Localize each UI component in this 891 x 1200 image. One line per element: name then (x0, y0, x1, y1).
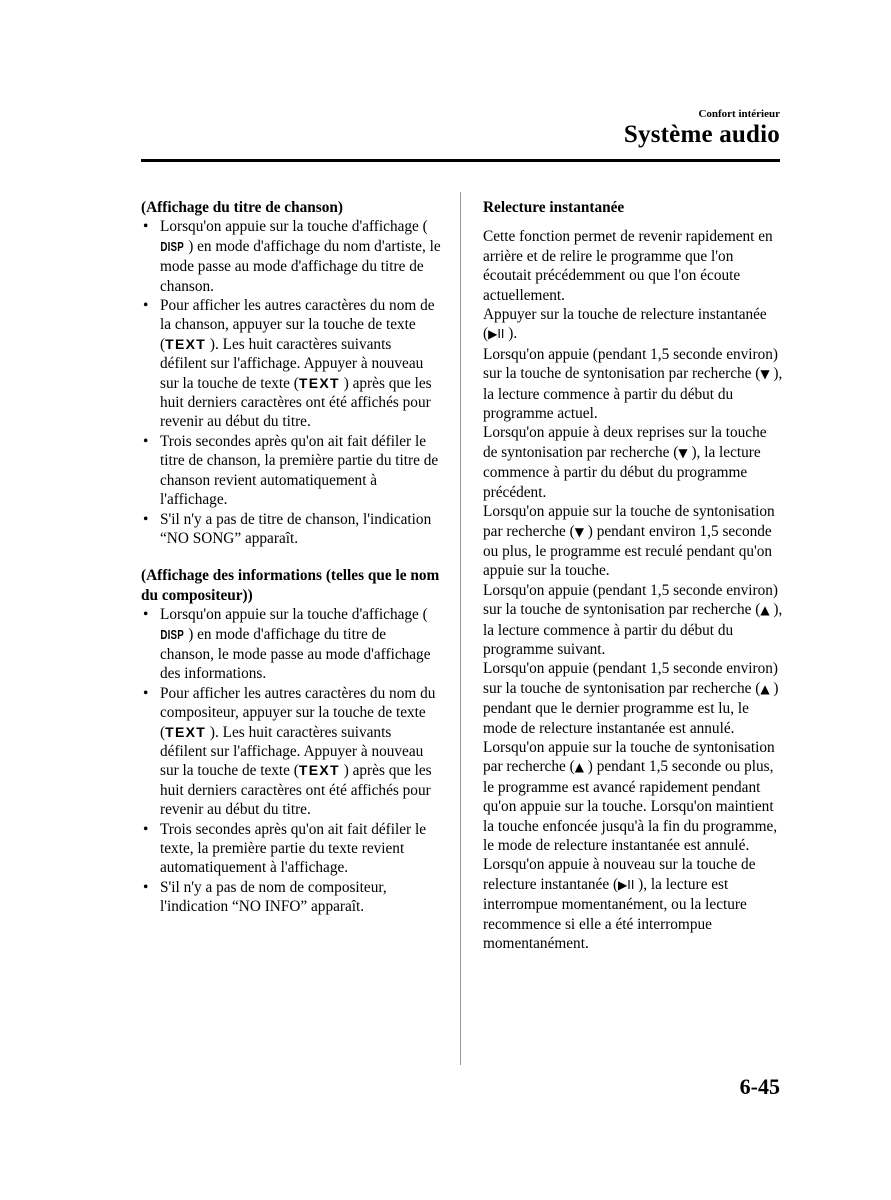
page-title: Système audio (623, 121, 780, 148)
paragraph: Lorsqu'on appuie (pendant 1,5 seconde environ) sur la touche de syntonisation par recherche (▲ ) pendant que le dernier programme est lu, le mode de relecture instantanée est annulé. (483, 660, 779, 737)
play-pause-icon: ▶II (618, 877, 635, 892)
paragraph: Appuyer sur la touche de relecture instantanée (▶II ). (483, 306, 767, 343)
paragraph: Cette fonction permet de revenir rapidement en arrière et de relire le programme que l'on écoutait précédemment ou que l'on écoute actuellement. (483, 228, 773, 304)
song-title-list (141, 217, 441, 548)
text-button-icon: TEXT (165, 723, 207, 740)
text-button-icon: TEXT (298, 374, 340, 391)
seek-down-icon: ▼ (760, 367, 770, 382)
text-button-icon: TEXT (165, 335, 207, 352)
list-item: • Lorsqu'on appuie sur la touche d'affichage (DISP ) en mode d'affichage du nom d'artiste, le mode passe au mode d'affichage du titre de chanson. (141, 217, 441, 296)
header-rule (141, 159, 780, 162)
list-item: • Trois secondes après qu'on ait fait défiler le titre de chanson, la première partie du titre de chanson revient automatiquement à l'affichage. (141, 432, 441, 510)
disp-button-icon: DISP (160, 627, 185, 642)
list-item: • Pour afficher les autres caractères du nom de la chanson, appuyer sur la touche de texte (TEXT ). Les huit caractères suivants défilent sur l'affichage. Appuyer à nouveau sur la touche de texte (TEXT ) après que les huit derniers caractères ont été affichés pour revenir au début du titre. (141, 296, 441, 432)
seek-up-icon: ▲ (760, 681, 770, 696)
text-button-icon: TEXT (298, 762, 340, 779)
list-item: • Lorsqu'on appuie sur la touche d'affichage (DISP ) en mode d'affichage du titre de chanson, le mode passe au mode d'affichage des informations. (141, 605, 441, 684)
seek-down-icon: ▼ (574, 524, 584, 539)
section-label: Confort intérieur (698, 108, 780, 120)
play-pause-icon: ▶II (488, 327, 505, 342)
list-item: • S'il n'y a pas de nom de compositeur, l'indication “NO INFO” apparaît. (141, 878, 441, 917)
info-heading: (Affichage des informations (telles que le nom du compositeur)) (141, 567, 440, 604)
paragraph: Lorsqu'on appuie sur la touche de syntonisation par recherche (▲ ) pendant 1,5 seconde ou plus, le programme est avancé rapidement pendant qu'on appuie sur la touche. Lorsqu'on maintient la touche enfoncée jusqu'à la fin du programme, le mode de relecture instantanée est annulé. (483, 738, 778, 854)
left-column (141, 198, 441, 917)
paragraph: Lorsqu'on appuie à deux reprises sur la touche de syntonisation par recherche (▼ ), la lecture commence à partir du début du programme précédent. (483, 424, 767, 501)
info-list (141, 605, 441, 917)
paragraph: Lorsqu'on appuie à nouveau sur la touche de relecture instantanée (▶II ), la lecture est interrompue momentanément, ou la lecture recommence si elle a été interrompue momentanément. (483, 856, 756, 953)
list-item: • Trois secondes après qu'on ait fait défiler le texte, la première partie du texte revient automatiquement à l'affichage. (141, 820, 441, 878)
instant-replay-heading: Relecture instantanée (483, 199, 625, 216)
right-column (483, 198, 783, 953)
seek-up-icon: ▲ (574, 760, 584, 775)
list-item: • Pour afficher les autres caractères du nom du compositeur, appuyer sur la touche de texte (TEXT ). Les huit caractères suivants défilent sur l'affichage. Appuyer à nouveau sur la touche de texte (TEXT ) après que les huit derniers caractères ont été affichés pour revenir au début du titre. (141, 684, 441, 820)
paragraph: Lorsqu'on appuie (pendant 1,5 seconde environ) sur la touche de syntonisation par recherche (▼ ), la lecture commence à partir du début du programme actuel. (483, 345, 783, 423)
page-number: 6-45 (739, 1074, 780, 1099)
paragraph: Lorsqu'on appuie sur la touche de syntonisation par recherche (▼ ) pendant environ 1,5 seconde ou plus, le programme est reculé pendant qu'on appuie sur la touche. (483, 503, 775, 580)
paragraph: Lorsqu'on appuie (pendant 1,5 seconde environ) sur la touche de syntonisation par recherche (▲ ), la lecture commence à partir du début du programme suivant. (483, 581, 783, 658)
song-title-heading: (Affichage du titre de chanson) (141, 199, 343, 216)
seek-down-icon: ▼ (678, 445, 688, 460)
disp-button-icon: DISP (160, 239, 185, 254)
list-item: • S'il n'y a pas de titre de chanson, l'indication “NO SONG” apparaît. (141, 510, 441, 549)
column-divider (460, 192, 461, 1065)
seek-up-icon: ▲ (760, 603, 770, 618)
